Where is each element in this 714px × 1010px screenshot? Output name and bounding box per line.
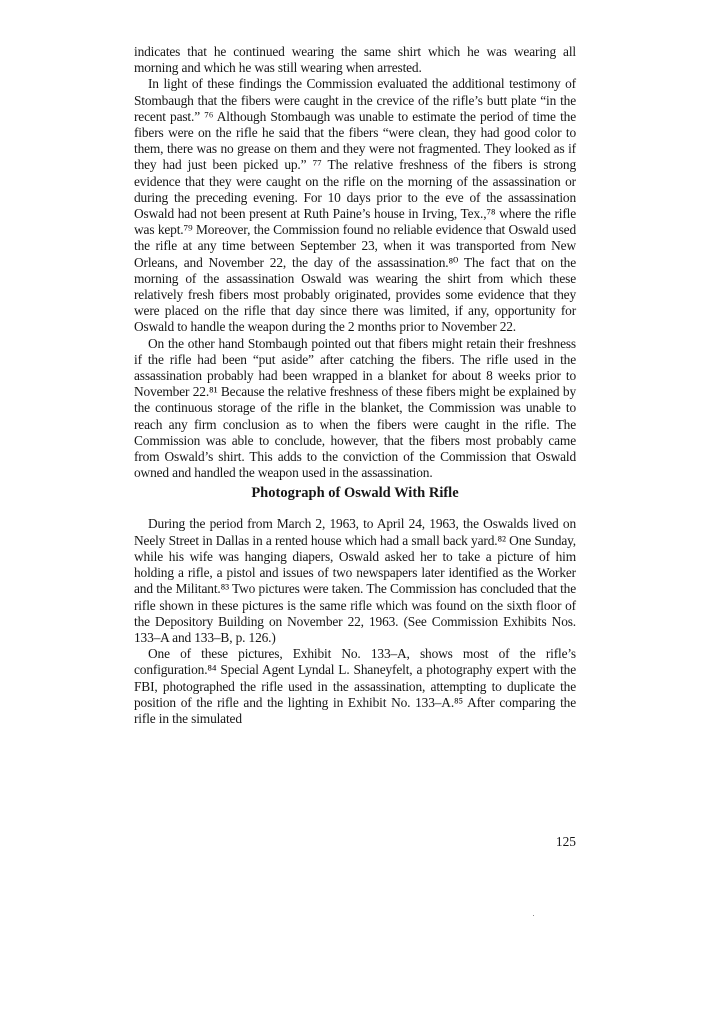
paragraph-exhibit-133a: One of these pictures, Exhibit No. 133–A, shows most of the rifle’s configuration.⁸⁴ Special Agent Lyndal L. Shaneyfelt, a photography expert with the FBI, photographed the rifle used in the assassination, attempting to duplicate the position of the rifle and the lighting in Exhibit No. 133–A.⁸⁵ After comparing the rifle in the simulated xyxy=(134,646,576,726)
page-number: 125 xyxy=(555,834,576,849)
paragraph-neely-street: During the period from March 2, 1963, to April 24, 1963, the Oswalds lived on Neely Street in Dallas in a rented house which had a small back yard.⁸² One Sunday, while his wife was hanging diapers, Oswald asked her to take a picture of him holding a rifle, a pistol and issues of two newspapers later identified as the Worker and the Militant.⁸³ Two pictures were taken. The Commission has concluded that the rifle shown in these pictures is the same rifle which was found on the sixth floor of the Depository Building on November 22, 1963. (See Commission Exhibits Nos. 133–A and 133–B, p. 126.) xyxy=(134,516,576,645)
section-heading: Photograph of Oswald With Rifle xyxy=(251,485,459,502)
heading-spacer xyxy=(134,507,576,516)
paragraph-rifle-storage: On the other hand Stombaugh pointed out that fibers might retain their freshness if the rifle had been “put aside” after catching the fibers. The rifle used in the assassination probably had been wrapped in a blanket for about 8 weeks prior to November 22.⁸¹ Because the relative freshness of these fibers might be explained by the continuous storage of the rifle in the blanket, the Commission was unable to reach any firm conclusion as to when the fibers were caught in the rifle. The Commission was able to conclude, however, that the fibers most probably came from Oswald’s shirt. This adds to the conviction of the Commission that Oswald owned and handled the weapon used in the assassination. xyxy=(134,335,576,481)
paragraph-shirt-continued: indicates that he continued wearing the same shirt which he was wearing all morning and which he was still wearing when arrested. xyxy=(134,44,576,76)
paragraph-fiber-freshness: In light of these findings the Commission evaluated the additional testimony of Stombaugh that the fibers were caught in the crevice of the rifle’s butt plate “in the recent past.” ⁷⁶ Although Stombaugh was unable to estimate the period of time the fibers were on the rifle he said that the fibers “were clean, they had good color to them, there was no grease on them and they were not fragmented. They looked as if they had just been picked up.” ⁷⁷ The relative freshness of the fibers is strong evidence that they were caught on the rifle on the morning of the assassination or during the preceding evening. For 10 days prior to the eve of the assassination Oswald had not been present at Ruth Paine’s house in Irving, Tex.,⁷⁸ where the rifle was kept.⁷⁹ Moreover, the Commission found no reliable evidence that Oswald used the rifle at any time between September 23, when it was transported from New Orleans, and November 22, the day of the assassination.⁸⁰ The fact that on the morning of the assassination Oswald was wearing the shirt from which these relatively fresh fibers most probably originated, provides some evidence that they were placed on the rifle that day since there was limited, if any, opportunity for Oswald to handle the weapon during the 2 months prior to November 22. xyxy=(134,76,576,335)
page-body xyxy=(134,44,576,727)
scan-speck xyxy=(533,915,534,916)
